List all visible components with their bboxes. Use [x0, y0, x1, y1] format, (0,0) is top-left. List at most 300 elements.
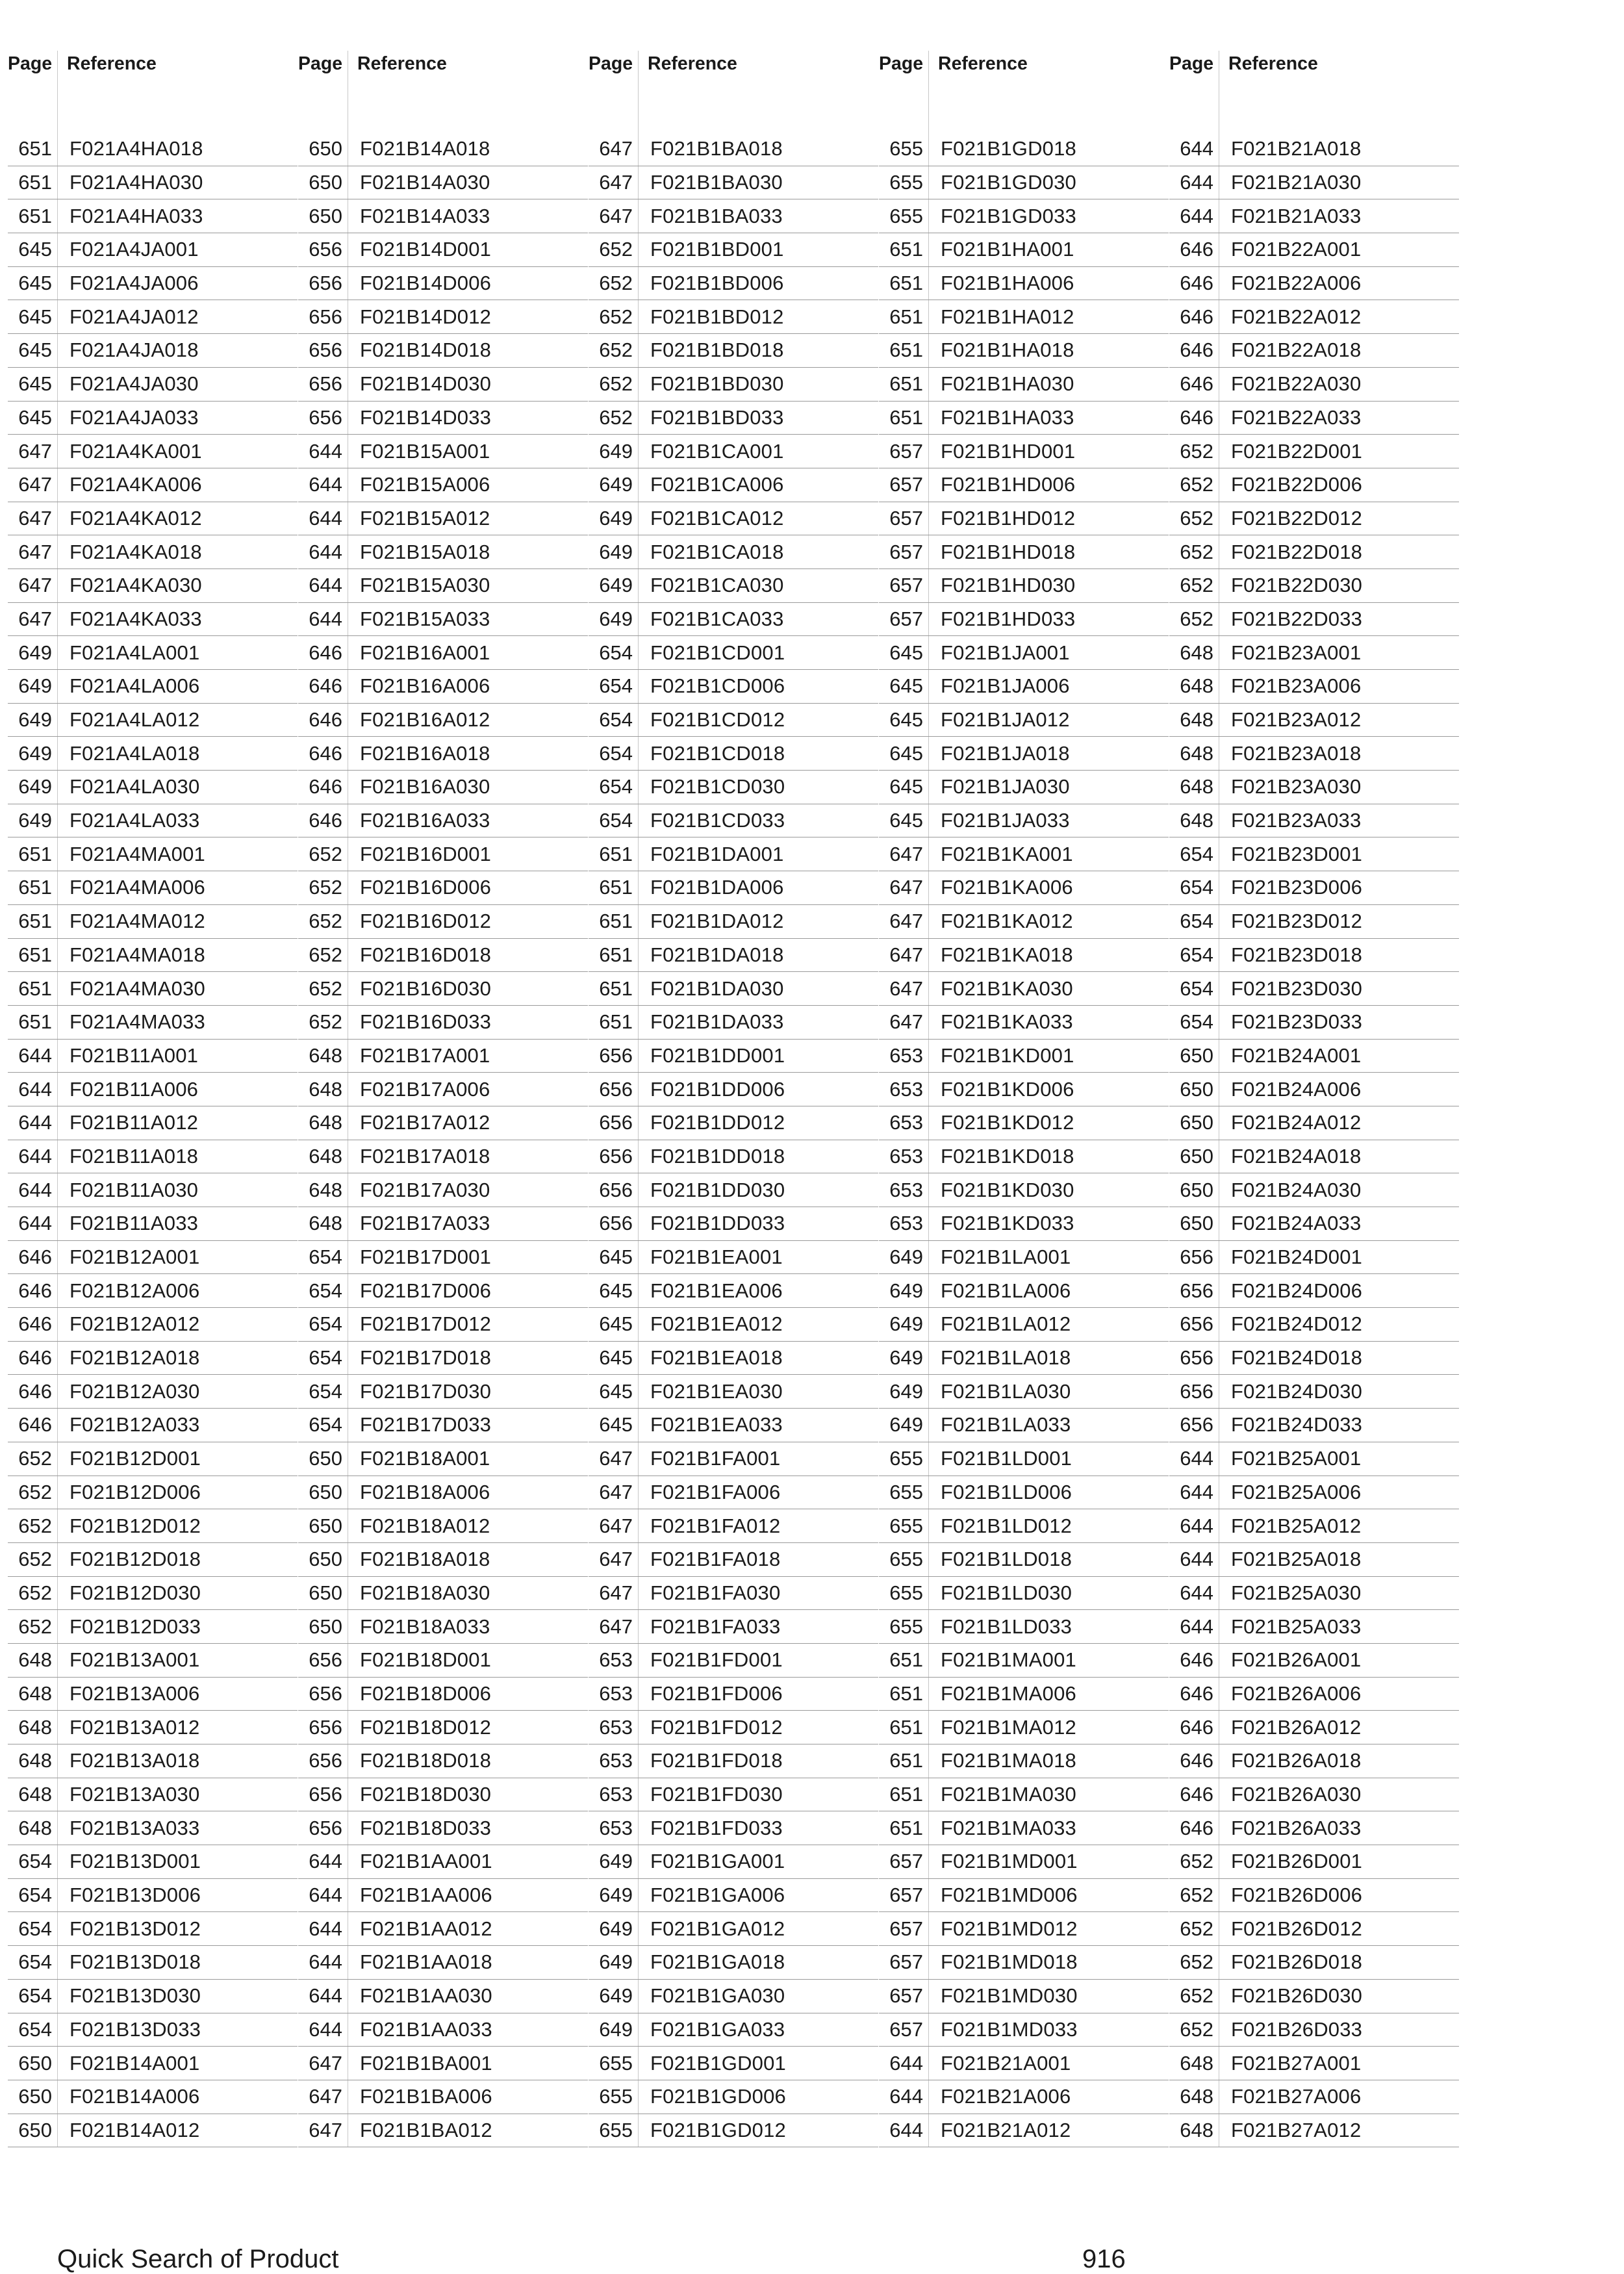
table-row — [298, 1140, 588, 1174]
table-row — [589, 1073, 878, 1106]
page-number: 647 — [889, 977, 923, 1000]
product-reference: F021B1KA033 — [928, 1006, 1073, 1039]
product-reference: F021B14D030 — [348, 368, 491, 401]
product-reference: F021B18A018 — [348, 1543, 490, 1576]
product-reference: F021B17D030 — [348, 1375, 491, 1408]
table-row — [298, 334, 588, 368]
product-reference: F021B11A030 — [57, 1173, 198, 1207]
page-number: 654 — [309, 1246, 342, 1269]
page-number: 656 — [1180, 1413, 1213, 1437]
footer-title: Quick Search of Product — [57, 2245, 339, 2273]
page-number: 645 — [599, 1379, 633, 1403]
product-reference: F021B26A033 — [1219, 1811, 1361, 1845]
page-number: 652 — [1180, 2017, 1213, 2041]
header-spacer — [879, 77, 1169, 133]
table-row — [298, 468, 588, 502]
product-reference: F021A4JA012 — [57, 300, 199, 333]
product-reference: F021B1GA033 — [638, 2013, 785, 2047]
table-row — [8, 402, 298, 435]
page-number: 646 — [309, 809, 342, 832]
product-reference: F021B23D001 — [1219, 837, 1362, 871]
page-number: 644 — [1180, 1447, 1213, 1470]
product-reference: F021B1BA033 — [638, 199, 783, 233]
table-row — [879, 1409, 1169, 1442]
product-reference: F021B14D033 — [348, 402, 491, 435]
table-row — [298, 1543, 588, 1577]
table-row — [879, 1610, 1169, 1644]
table-row — [8, 1375, 298, 1409]
table-row — [589, 670, 878, 704]
product-reference: F021B13A030 — [57, 1778, 199, 1811]
product-reference: F021B14A006 — [57, 2080, 199, 2114]
table-row — [589, 402, 878, 435]
table-row — [589, 1274, 878, 1308]
page-number: 646 — [309, 741, 342, 765]
page-number: 647 — [18, 439, 52, 463]
product-reference: F021B1HA033 — [928, 402, 1074, 435]
table-row — [8, 1476, 298, 1510]
table-row — [1169, 535, 1459, 569]
product-reference: F021B1EA012 — [638, 1308, 783, 1341]
table-row — [589, 1442, 878, 1476]
product-reference: F021B23D006 — [1219, 871, 1362, 904]
product-reference: F021A4KA012 — [57, 502, 202, 535]
product-reference: F021B15A006 — [348, 468, 490, 502]
table-row — [589, 1946, 878, 1980]
table-row — [8, 1778, 298, 1812]
page-number: 646 — [1180, 1648, 1213, 1672]
product-reference: F021B25A018 — [1219, 1543, 1361, 1576]
table-row — [298, 1744, 588, 1778]
page-number: 648 — [18, 1816, 52, 1839]
table-row — [589, 1912, 878, 1946]
page-number: 656 — [1180, 1346, 1213, 1370]
product-reference: F021B1HD012 — [928, 502, 1075, 535]
table-row — [8, 502, 298, 536]
product-reference: F021A4LA030 — [57, 771, 199, 804]
product-reference: F021B1CD001 — [638, 636, 785, 669]
page-number: 650 — [309, 1548, 342, 1571]
product-reference: F021B11A001 — [57, 1040, 198, 1073]
page-number: 650 — [309, 137, 342, 160]
page-number: 652 — [309, 910, 342, 933]
page-number: 652 — [309, 943, 342, 966]
product-reference: F021B1KD030 — [928, 1173, 1074, 1207]
page-number: 651 — [599, 1010, 633, 1034]
product-reference: F021B1AA033 — [348, 2013, 492, 2047]
product-reference: F021B12A012 — [57, 1308, 199, 1341]
table-row — [1169, 1509, 1459, 1543]
page-number: 646 — [1180, 305, 1213, 328]
product-reference: F021B15A030 — [348, 569, 490, 602]
product-reference: F021B23D033 — [1219, 1006, 1362, 1039]
table-row — [298, 1610, 588, 1644]
column-header — [298, 51, 588, 77]
page-number: 650 — [309, 1581, 342, 1604]
page-number: 656 — [1180, 1312, 1213, 1336]
page-number: 656 — [309, 1783, 342, 1806]
table-row — [879, 300, 1169, 334]
table-row — [1169, 1543, 1459, 1577]
page-number: 656 — [599, 1212, 633, 1235]
table-row — [1169, 1241, 1459, 1275]
header-spacer — [8, 77, 298, 133]
page-number: 644 — [1180, 137, 1213, 160]
index-column-3 — [589, 51, 878, 2147]
table-row — [298, 535, 588, 569]
product-reference: F021B23A033 — [1219, 804, 1361, 837]
page-number: 646 — [309, 775, 342, 798]
table-row — [8, 233, 298, 267]
page-number: 651 — [889, 1816, 923, 1839]
page-number: 656 — [309, 1648, 342, 1672]
table-row — [8, 804, 298, 838]
page-number: 648 — [309, 1043, 342, 1067]
page-number: 644 — [309, 439, 342, 463]
table-row — [298, 502, 588, 536]
page-number: 656 — [599, 1111, 633, 1134]
table-row — [8, 1879, 298, 1913]
product-reference: F021B16D012 — [348, 905, 491, 938]
table-row — [589, 837, 878, 871]
table-row — [589, 2080, 878, 2114]
product-reference: F021B1MA030 — [928, 1778, 1076, 1811]
page-number: 644 — [18, 1178, 52, 1201]
page-number: 649 — [599, 607, 633, 630]
product-reference: F021B18D006 — [348, 1678, 491, 1711]
product-reference: F021B18D030 — [348, 1778, 491, 1811]
table-row — [8, 199, 298, 233]
product-reference: F021B27A001 — [1219, 2047, 1361, 2080]
product-reference: F021B17D006 — [348, 1274, 491, 1307]
product-reference: F021B17D001 — [348, 1241, 491, 1274]
product-reference: F021B1LA006 — [928, 1274, 1071, 1307]
table-row — [1169, 368, 1459, 402]
page-number: 652 — [1180, 574, 1213, 597]
product-reference: F021B1FD030 — [638, 1778, 783, 1811]
product-reference: F021B1CA001 — [638, 435, 784, 468]
product-reference: F021B1BD012 — [638, 300, 784, 333]
page-number: 649 — [599, 574, 633, 597]
product-reference: F021A4KA018 — [57, 535, 202, 568]
page-number: 648 — [309, 1144, 342, 1168]
table-row — [8, 1543, 298, 1577]
page-number: 654 — [309, 1312, 342, 1336]
page-header-label: Page — [879, 53, 924, 74]
product-reference: F021B1EA006 — [638, 1274, 783, 1307]
product-reference: F021B23A018 — [1219, 737, 1361, 770]
product-reference: F021B21A030 — [1219, 166, 1361, 199]
page-number: 654 — [18, 1850, 52, 1873]
table-row — [1169, 636, 1459, 670]
table-row — [589, 1040, 878, 1073]
product-reference: F021B1DD012 — [638, 1106, 785, 1140]
page-number: 654 — [309, 1346, 342, 1370]
table-row — [589, 704, 878, 737]
table-row — [8, 1106, 298, 1140]
page-number: 649 — [599, 1950, 633, 1974]
product-reference: F021B1DA018 — [638, 939, 784, 972]
table-row — [8, 1241, 298, 1275]
product-reference: F021B1BD033 — [638, 402, 784, 435]
page-number: 653 — [599, 1681, 633, 1705]
product-reference: F021B1GD006 — [638, 2080, 786, 2114]
product-reference: F021B1KD001 — [928, 1040, 1074, 1073]
page-number: 644 — [889, 2118, 923, 2141]
product-reference: F021B16D018 — [348, 939, 491, 972]
product-reference: F021B1MD012 — [928, 1912, 1078, 1945]
page-number: 655 — [889, 171, 923, 194]
table-row — [298, 1073, 588, 1106]
table-row — [8, 1912, 298, 1946]
product-reference: F021B26D030 — [1219, 1980, 1362, 2013]
table-row — [1169, 1879, 1459, 1913]
product-reference: F021B14D018 — [348, 334, 491, 367]
page-number: 644 — [1180, 1514, 1213, 1537]
page-number: 654 — [1180, 943, 1213, 966]
table-row — [589, 1241, 878, 1275]
page-number: 646 — [1180, 1681, 1213, 1705]
page-number: 647 — [599, 1548, 633, 1571]
table-row — [298, 435, 588, 468]
product-reference: F021B16D033 — [348, 1006, 491, 1039]
page-number: 647 — [18, 473, 52, 496]
table-row — [1169, 837, 1459, 871]
table-row — [298, 905, 588, 939]
page-number: 656 — [309, 1681, 342, 1705]
product-reference: F021B27A012 — [1219, 2114, 1361, 2147]
product-reference: F021B1MD006 — [928, 1879, 1078, 1912]
product-reference: F021B1CA018 — [638, 535, 784, 568]
page-number: 648 — [18, 1681, 52, 1705]
table-row — [298, 1241, 588, 1275]
page-number: 644 — [18, 1043, 52, 1067]
page-number: 657 — [889, 540, 923, 563]
product-reference: F021A4JA018 — [57, 334, 199, 367]
page-number: 650 — [309, 171, 342, 194]
product-reference: F021B21A012 — [928, 2114, 1071, 2147]
page-number: 654 — [599, 708, 633, 732]
page-number: 649 — [599, 1917, 633, 1940]
table-row — [1169, 1106, 1459, 1140]
product-reference: F021A4JA033 — [57, 402, 199, 435]
page-number: 646 — [1180, 272, 1213, 295]
page-number: 656 — [309, 405, 342, 429]
product-reference: F021B1HD006 — [928, 468, 1075, 502]
table-row — [8, 368, 298, 402]
page-number: 644 — [1180, 1548, 1213, 1571]
product-reference: F021B1HD033 — [928, 603, 1075, 636]
page-number: 648 — [18, 1715, 52, 1739]
product-reference: F021B1MA012 — [928, 1711, 1076, 1744]
product-reference: F021B1DA012 — [638, 905, 784, 938]
product-reference: F021B1LD018 — [928, 1543, 1072, 1576]
product-reference: F021B1AA030 — [348, 1980, 492, 2013]
product-reference: F021B23A001 — [1219, 636, 1361, 669]
page-number: 644 — [309, 540, 342, 563]
product-reference: F021B1GA030 — [638, 1980, 785, 2013]
table-row — [879, 2114, 1169, 2148]
product-reference: F021B22D030 — [1219, 569, 1362, 602]
table-row — [589, 939, 878, 973]
table-row — [879, 1577, 1169, 1611]
product-reference: F021A4MA033 — [57, 1006, 205, 1039]
page-number: 654 — [18, 2017, 52, 2041]
page-number: 647 — [18, 540, 52, 563]
page-number: 645 — [599, 1413, 633, 1437]
column-header — [1169, 51, 1459, 77]
product-reference: F021B1EA030 — [638, 1375, 783, 1408]
table-row — [589, 1980, 878, 2013]
table-row — [8, 1442, 298, 1476]
product-reference: F021B12A001 — [57, 1241, 199, 1274]
table-row — [8, 670, 298, 704]
table-row — [589, 1006, 878, 1040]
page-number: 645 — [599, 1279, 633, 1302]
product-reference: F021B22D001 — [1219, 435, 1362, 468]
table-row — [298, 300, 588, 334]
table-row — [879, 1342, 1169, 1375]
table-row — [589, 1778, 878, 1812]
table-row — [298, 871, 588, 905]
table-row — [879, 1879, 1169, 1913]
page-number: 648 — [1180, 741, 1213, 765]
table-row — [298, 2047, 588, 2080]
table-row — [589, 1543, 878, 1577]
page-number: 651 — [18, 876, 52, 899]
page-number: 644 — [309, 1984, 342, 2008]
table-row — [879, 1040, 1169, 1073]
product-reference: F021B1LA030 — [928, 1375, 1071, 1408]
page-number: 645 — [889, 674, 923, 698]
page-number: 651 — [889, 238, 923, 261]
page-number: 651 — [889, 1749, 923, 1772]
product-reference: F021B26D006 — [1219, 1879, 1362, 1912]
table-row — [298, 1476, 588, 1510]
table-row — [589, 133, 878, 166]
table-row — [1169, 1274, 1459, 1308]
page-number: 656 — [599, 1178, 633, 1201]
table-row — [298, 1274, 588, 1308]
page-number: 652 — [599, 372, 633, 396]
page-number: 651 — [18, 842, 52, 865]
table-row — [298, 2080, 588, 2114]
page-number: 654 — [1180, 1010, 1213, 1034]
product-reference: F021B24D018 — [1219, 1342, 1362, 1375]
table-row — [1169, 1006, 1459, 1040]
table-row — [1169, 737, 1459, 771]
table-row — [879, 2013, 1169, 2047]
table-row — [589, 1845, 878, 1879]
table-row — [298, 636, 588, 670]
table-row — [879, 334, 1169, 368]
table-row — [879, 1644, 1169, 1678]
table-row — [879, 435, 1169, 468]
page-number: 646 — [1180, 1715, 1213, 1739]
page-number: 650 — [309, 1615, 342, 1638]
page-number: 645 — [889, 641, 923, 664]
page-number: 647 — [309, 2051, 342, 2075]
product-reference: F021B1AA018 — [348, 1946, 492, 1979]
table-row — [8, 1744, 298, 1778]
reference-header-label: Reference — [638, 51, 737, 77]
product-reference: F021B1CD018 — [638, 737, 785, 770]
product-reference: F021B1LD033 — [928, 1610, 1072, 1643]
product-reference: F021B1BD018 — [638, 334, 784, 367]
page-number: 655 — [889, 1447, 923, 1470]
table-row — [879, 1442, 1169, 1476]
page-number: 646 — [18, 1379, 52, 1403]
product-reference: F021B1JA030 — [928, 771, 1070, 804]
table-row — [1169, 435, 1459, 468]
table-row — [298, 1342, 588, 1375]
page-number: 649 — [18, 741, 52, 765]
page-number: 644 — [309, 1884, 342, 1907]
page-number: 657 — [889, 1850, 923, 1873]
product-reference: F021B26A012 — [1219, 1711, 1361, 1744]
product-reference: F021B1LD006 — [928, 1476, 1072, 1509]
product-reference: F021B1MD030 — [928, 1980, 1078, 2013]
product-reference: F021B14D001 — [348, 233, 491, 266]
table-row — [298, 1308, 588, 1342]
table-row — [1169, 905, 1459, 939]
page-number: 654 — [1180, 842, 1213, 865]
product-reference: F021B26D033 — [1219, 2013, 1362, 2047]
product-reference: F021B1KA030 — [928, 972, 1073, 1005]
product-reference: F021B1MA001 — [928, 1644, 1076, 1677]
page-number: 657 — [889, 506, 923, 530]
table-row — [1169, 1980, 1459, 2013]
page-number: 651 — [889, 305, 923, 328]
page-number: 655 — [599, 2051, 633, 2075]
page-number: 645 — [889, 809, 923, 832]
index-column-5 — [1169, 51, 1459, 2147]
page-number: 645 — [889, 741, 923, 765]
page-number: 654 — [599, 641, 633, 664]
page-number: 648 — [1180, 708, 1213, 732]
page-number: 646 — [1180, 405, 1213, 429]
page-number: 649 — [889, 1279, 923, 1302]
product-reference: F021B1LA018 — [928, 1342, 1071, 1375]
product-reference: F021B24A033 — [1219, 1207, 1361, 1240]
page-number: 650 — [309, 1447, 342, 1470]
page-number: 647 — [599, 137, 633, 160]
page-number: 644 — [309, 1850, 342, 1873]
page-number: 646 — [309, 708, 342, 732]
product-reference: F021B12D033 — [57, 1610, 201, 1643]
table-row — [1169, 1409, 1459, 1442]
table-row — [1169, 1140, 1459, 1174]
product-reference: F021B24A030 — [1219, 1173, 1361, 1207]
product-reference: F021B1LA012 — [928, 1308, 1071, 1341]
product-reference: F021B1MA033 — [928, 1811, 1076, 1845]
table-row — [298, 1207, 588, 1241]
table-row — [879, 1678, 1169, 1711]
product-reference: F021B1DD030 — [638, 1173, 785, 1207]
product-reference: F021B17D033 — [348, 1409, 491, 1442]
product-reference: F021B1FD012 — [638, 1711, 783, 1744]
product-reference: F021B26D018 — [1219, 1946, 1362, 1979]
table-row — [298, 837, 588, 871]
page-number: 652 — [1180, 506, 1213, 530]
table-row — [879, 1308, 1169, 1342]
product-reference: F021B1DD001 — [638, 1040, 785, 1073]
product-reference: F021B1BD030 — [638, 368, 784, 401]
table-row — [1169, 704, 1459, 737]
page-number: 655 — [889, 1615, 923, 1638]
page-number: 654 — [309, 1413, 342, 1437]
table-row — [879, 1375, 1169, 1409]
